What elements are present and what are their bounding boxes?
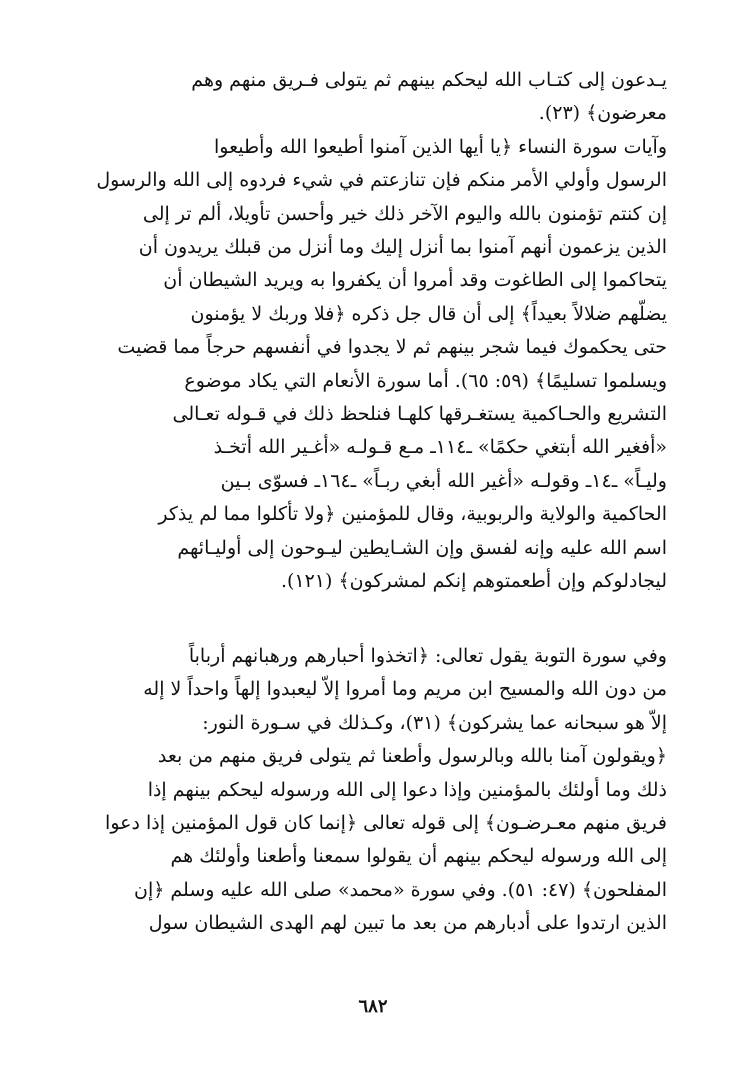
text-line: إلى الله ورسوله ليحكم بينهم أن يقولوا سمعنا وأطعنا وأولئك هم bbox=[170, 845, 667, 868]
paragraph-2 bbox=[80, 640, 667, 941]
text-line: من دون الله والمسيح ابن مريم وما أمروا إلاّ ليعبدوا إلهاً واحداً لا إله bbox=[143, 678, 667, 701]
text-line: وليـاً» ـ١٤ـ وقولـه «أغير الله أبغي ربـاً» ـ١٦٤ـ فسوّى بـين bbox=[220, 469, 667, 492]
text-line: ويسلموا تسليمًا﴾ (٥٩: ٦٥). أما سورة الأنعام التي يكاد موضوع bbox=[184, 369, 667, 392]
text-line: الحاكمية والولاية والربوبية، وقال للمؤمنين ﴿ولا تأكلوا مما لم يذكر bbox=[158, 503, 667, 526]
text-line: المفلحون﴾ (٤٧: ٥١). وفي سورة «محمد» صلى الله عليه وسلم ﴿إن bbox=[134, 878, 667, 901]
text-line: ﴿ويقولون آمنا بالله وبالرسول وأطعنا ثم يتولى فريق منهم من بعد bbox=[157, 745, 667, 768]
text-line: معرضون﴾ (٢٣). bbox=[538, 102, 667, 125]
text-line: «أفغير الله أبتغي حكمًا» ـ١١٤ـ مـع قـولـه «أغـير الله أتخـذ bbox=[213, 436, 667, 459]
text-line: يضلّهم ضلالاً بعيداً﴾ إلى أن قال جل ذكره ﴿فلا وربك لا يؤمنون bbox=[190, 302, 667, 325]
text-line: حتى يحكموك فيما شجر بينهم ثم لا يجدوا في أنفسهم حرجاً مما قضيت bbox=[117, 336, 667, 359]
text-line: وآيات سورة النساء ﴿يا أيها الذين آمنوا أطيعوا الله وأطيعوا bbox=[213, 135, 667, 158]
text-line: وفي سورة التوبة يقول تعالى: ﴿اتخذوا أحبارهم ورهبانهم أرباباً bbox=[188, 645, 667, 667]
paragraph-1 bbox=[80, 64, 667, 599]
page-number: ٦٨٢ bbox=[358, 996, 388, 1017]
text-line: إلاّ هو سبحانه عما يشركون﴾ (٣١)، وكـذلك في سـورة النور: bbox=[202, 711, 667, 734]
text-line: ليجادلوكم وإن أطعمتوهم إنكم لمشركون﴾ (١٢١). bbox=[280, 570, 667, 593]
text-line: الذين يزعمون أنهم آمنوا بما أنزل إليك وما أنزل من قبلك يريدون أن bbox=[138, 236, 667, 259]
text-line: يتحاكموا إلى الطاغوت وقد أمروا أن يكفروا به ويريد الشيطان أن bbox=[163, 269, 667, 292]
text-line: اسم الله عليه وإنه لفسق وإن الشـايطين ليـوحون إلى أوليـائهم bbox=[177, 536, 667, 559]
text-line: فريق منهم معـرضـون﴾ إلى قوله تعالى ﴿إنما كان قول المؤمنين إذا دعوا bbox=[105, 812, 667, 835]
text-line: الرسول وأولي الأمر منكم فإن تنازعتم في شيء فردوه إلى الله والرسول bbox=[96, 169, 667, 192]
text-line: إن كنتم تؤمنون بالله واليوم الآخر ذلك خير وأحسن تأويلا، ألم تر إلى bbox=[142, 202, 667, 225]
text-line: التشريع والحـاكمية يستغـرقها كلهـا فنلحظ ذلك في قـوله تعـالى bbox=[172, 403, 667, 426]
text-line: يـدعون إلى كتـاب الله ليحكم بينهم ثم يتولى فـريق منهم وهم bbox=[191, 69, 667, 91]
text-line: الذين ارتدوا على أدبارهم من بعد ما تبين لهم الهدى الشيطان سول bbox=[148, 912, 667, 935]
text-line: ذلك وما أولئك بالمؤمنين وإذا دعوا إلى الله ورسوله ليحكم بينهم إذا bbox=[147, 778, 667, 801]
